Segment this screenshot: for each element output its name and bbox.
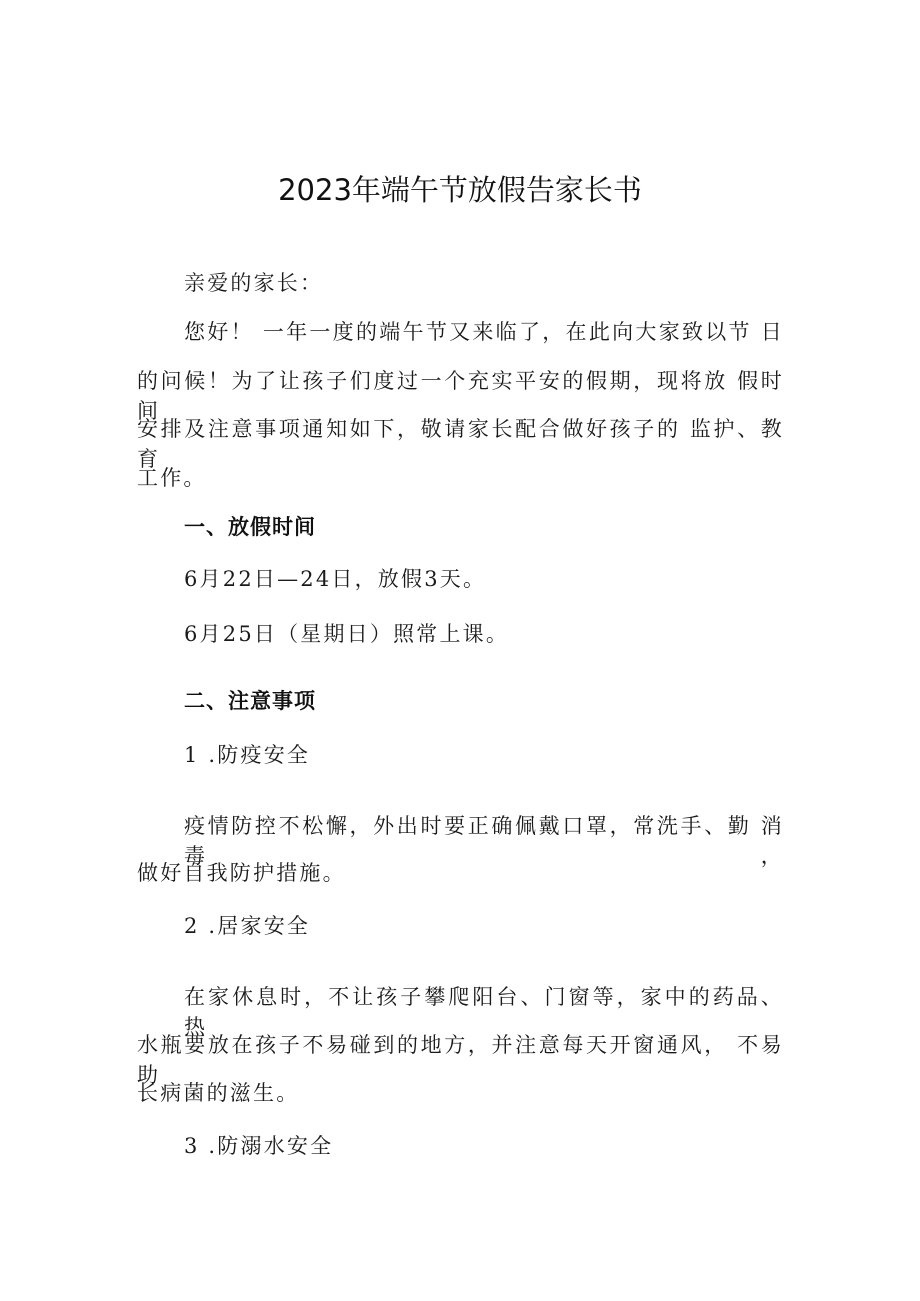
sub-heading-home: 2 .居家安全 [184,914,311,938]
salutation: 亲爱的家长： [184,271,324,295]
epidemic-line-2: 做好自我防护措施。 [137,861,346,885]
home-line-2: 水瓶要放在孩子不易碰到的地方，并注意每天开窗通风， 不易助 [137,1033,784,1087]
sub-heading-epidemic: 1 .防疫安全 [184,743,311,767]
section-heading-holiday-time: 一、放假时间 [184,515,316,539]
home-line-1: 在家休息时，不让孩子攀爬阳台、门窗等，家中的药品、 热 [184,985,784,1039]
home-line-3: 长病菌的滋生。 [137,1081,300,1105]
intro-line-2: 的问候！为了让孩子们度过一个充实平安的假期，现将放 假时间 [137,369,784,423]
intro-line-3: 安排及注意事项通知如下，敬请家长配合做好孩子的 监护、教育 [137,417,784,471]
sub-heading-drowning: 3 .防溺水安全 [184,1134,334,1158]
holiday-item-2: 6月25日（星期日）照常上课。 [184,622,510,646]
intro-line-4: 工作。 [137,466,207,490]
epidemic-line-1: 疫情防控不松懈，外出时要正确佩戴口罩，常洗手、勤 消毒， [184,814,784,868]
intro-line-1: 您好！ 一年一度的端午节又来临了，在此向大家致以节 日 [184,320,784,344]
document-title: 2023年端午节放假告家长书 [278,173,642,207]
section-heading-notes: 二、注意事项 [184,689,316,713]
holiday-item-1: 6月22日—24日，放假3天。 [184,567,487,591]
